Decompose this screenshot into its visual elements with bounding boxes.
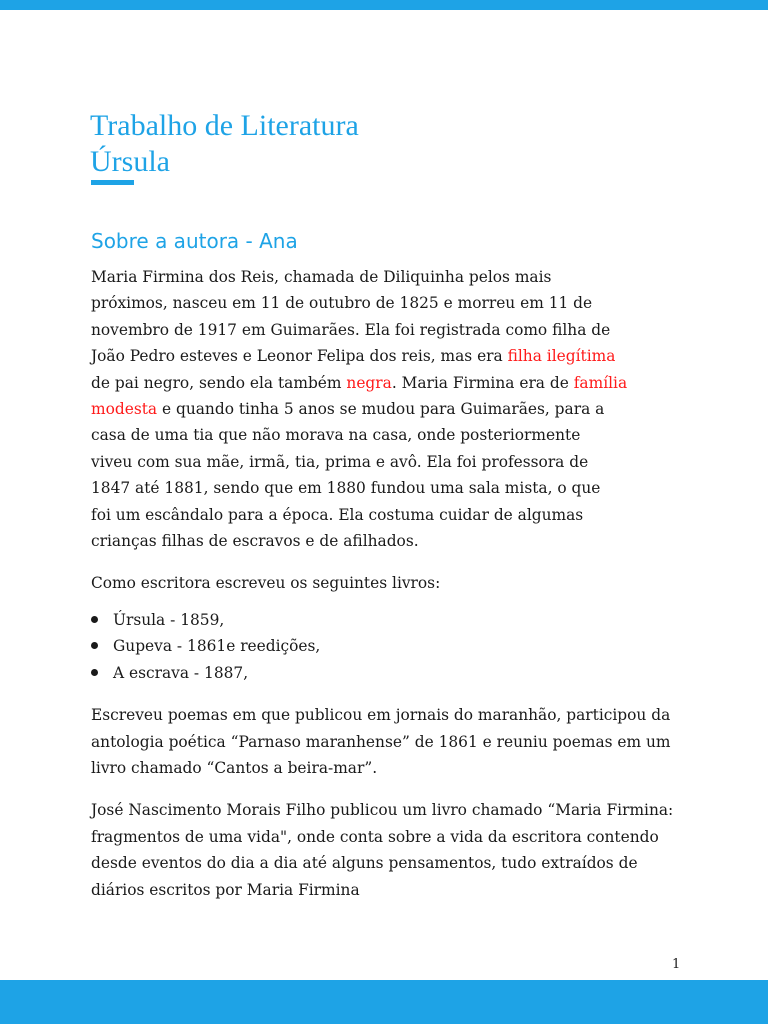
paragraph-text: de pai negro, sendo ela também [91,373,342,392]
bullet-icon [91,642,98,649]
list-item [91,633,691,659]
page-number: 1 [672,957,681,972]
paragraph-books-intro: Como escritora escreveu os seguintes livros: [91,574,441,593]
paragraph-text: e quando tinha 5 anos se mudou para Guimarães, para a casa de uma tia que não morava na casa, onde posteriormente viveu com sua mãe, irmã, tia, prima e avô. Ela foi professora de 1847 até 1881, sendo que em 1880 fundou uma sala mista, o que foi um escândalo para a época. Ela costuma cuidar de algumas crianças filhas de escravos e de afilhados. [91,400,605,551]
title-underline [91,180,134,185]
list-item [91,607,691,633]
bullet-icon [91,669,98,676]
paragraph-biography [91,264,691,554]
highlighted-text: família modesta [91,373,628,419]
section-heading: Sobre a autora - Ana [91,229,298,253]
bottom-accent-bar [0,980,768,1024]
body-content [91,264,691,903]
paragraph-biography-book: José Nascimento Morais Filho publicou um livro chamado “Maria Firmina: fragmentos de uma vida", onde conta sobre a vida da escritora contendo desde eventos do dia a dia até alguns pensamentos, tudo extraídos de diários escritos por Maria Firmina [91,801,674,899]
list-item-label: Gupeva - 1861e reedições, [113,637,321,656]
document-subtitle: Úrsula [90,145,170,178]
list-item-label: Úrsula - 1859, [113,610,225,629]
top-accent-bar [0,0,768,10]
paragraph-text: Maria Firmina dos Reis, chamada de Diliquinha pelos mais próximos, nasceu em 11 de outubro de 1825 e morreu em 11 de novembro de 1917 em Guimarães. Ela foi registrada como filha de João Pedro esteves e Leonor Felipa dos reis, mas era [91,268,611,366]
highlighted-text: filha ilegítima [507,347,616,366]
document-title: Trabalho de Literatura [90,109,359,142]
list-item [91,660,691,686]
paragraph-text: . Maria Firmina era de [391,373,574,392]
bullet-icon [91,616,98,623]
paragraph-poems: Escreveu poemas em que publicou em jornais do maranhão, participou da antologia poética “Parnaso maranhense” de 1861 e reuniu poemas em um livro chamado “Cantos a beira-mar”. [91,706,671,777]
list-item-label: A escrava - 1887, [113,663,249,682]
books-list [91,607,691,686]
highlighted-text: negra [346,373,392,392]
